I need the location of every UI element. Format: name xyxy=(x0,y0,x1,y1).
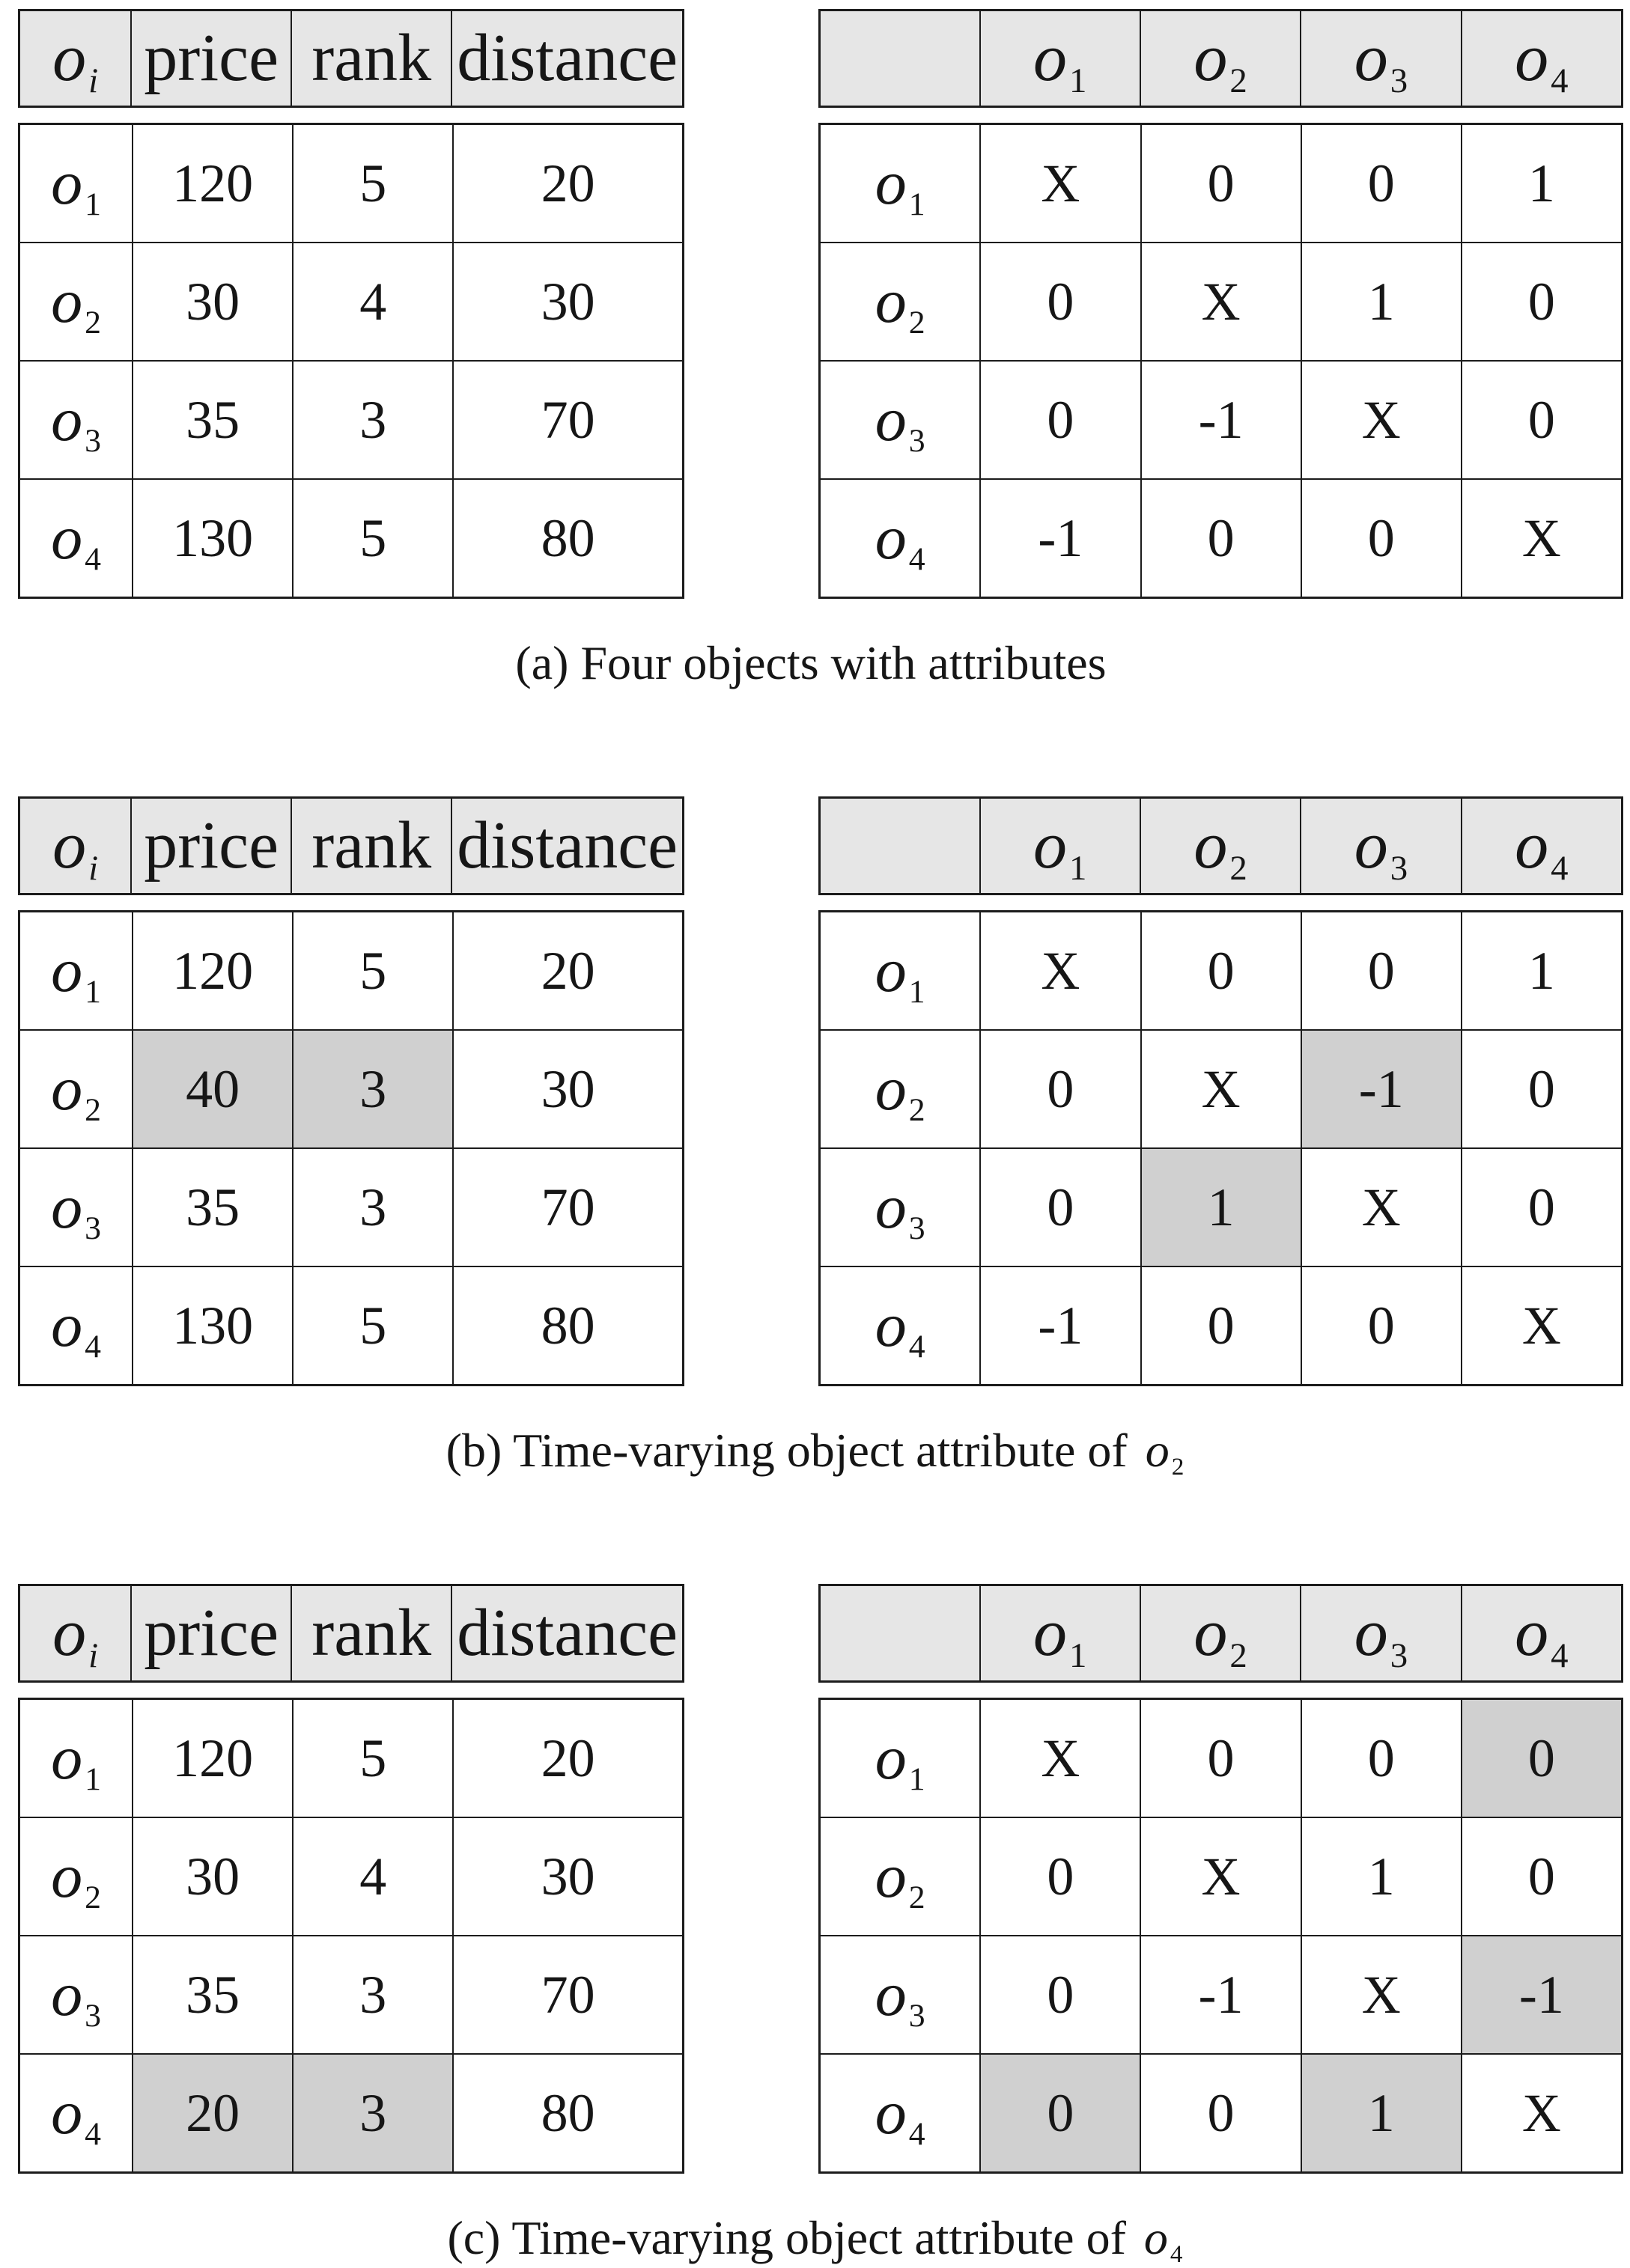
matrix-header-table xyxy=(818,796,1623,895)
section-b xyxy=(18,796,1630,1481)
table-row xyxy=(19,124,684,243)
attributes-header-slot xyxy=(18,796,684,895)
matrix-cell: 0 xyxy=(1141,1266,1301,1386)
row-label-o4 xyxy=(19,2054,133,2173)
object-symbol: o xyxy=(1515,1596,1549,1670)
matrix-cell: 0 xyxy=(980,2054,1140,2173)
caption-text: (c) Time-varying object attribute of xyxy=(447,2211,1138,2264)
matrix-cell: 0 xyxy=(1301,124,1462,243)
matrix-cell: X xyxy=(1462,479,1623,598)
matrix-cell: -1 xyxy=(1462,1936,1623,2054)
table-gap xyxy=(18,895,684,910)
matrix-cell: 0 xyxy=(1301,1699,1462,1818)
attributes-body-table xyxy=(18,1698,684,2174)
attr-cell: 20 xyxy=(453,1699,683,1818)
object-subscript: 3 xyxy=(85,422,101,459)
matrix-cell: X xyxy=(980,912,1140,1031)
object-symbol: o xyxy=(875,1723,907,1793)
attr-cell: 20 xyxy=(133,2054,293,2173)
attr-cell: 3 xyxy=(293,361,453,479)
object-subscript: 4 xyxy=(1551,61,1569,100)
table-row xyxy=(19,1817,684,1936)
attr-cell: 30 xyxy=(453,243,683,361)
attr-cell: 5 xyxy=(293,1266,453,1386)
matrix-cell: X xyxy=(1141,243,1301,361)
table-row xyxy=(820,361,1623,479)
attributes-body-slot xyxy=(18,910,684,1386)
header-cell-blank xyxy=(820,798,980,894)
attr-cell: 3 xyxy=(293,1030,453,1148)
table-row xyxy=(820,798,1623,894)
object-symbol: o xyxy=(1033,808,1067,882)
caption-object-symbol: o xyxy=(1145,1424,1170,1477)
attributes-table-container xyxy=(18,9,684,599)
matrix-cell: 0 xyxy=(1301,1266,1462,1386)
row-label-o1 xyxy=(19,124,133,243)
caption-text: (b) Time-varying object attribute of xyxy=(445,1424,1140,1477)
attr-cell: 5 xyxy=(293,1699,453,1818)
row-label-o2 xyxy=(820,1817,981,1936)
table-gap xyxy=(818,1683,1623,1698)
row-label-o4 xyxy=(19,479,133,598)
attr-cell: 5 xyxy=(293,124,453,243)
header-cell-oi xyxy=(19,1585,132,1682)
object-symbol: o xyxy=(875,148,907,218)
object-symbol: o xyxy=(875,1960,907,2029)
object-symbol: o xyxy=(1354,1596,1388,1670)
table-row xyxy=(19,2054,684,2173)
matrix-cell: 0 xyxy=(1140,2054,1301,2173)
object-subscript: 2 xyxy=(85,1879,101,1915)
object-symbol: o xyxy=(51,266,83,336)
table-gap xyxy=(18,1683,684,1698)
object-subscript: 4 xyxy=(85,1328,101,1365)
attr-cell: 80 xyxy=(453,2054,683,2173)
table-gap xyxy=(18,108,684,123)
attr-cell: 40 xyxy=(133,1030,293,1148)
header-cell-rank: rank xyxy=(291,798,451,894)
matrix-cell: X xyxy=(980,1699,1140,1818)
matrix-cell: 0 xyxy=(980,1817,1140,1936)
matrix-cell: -1 xyxy=(980,479,1140,598)
object-subscript: 3 xyxy=(1390,1636,1408,1675)
attr-cell: 4 xyxy=(293,243,453,361)
attributes-header-table xyxy=(18,796,684,895)
object-subscript: 1 xyxy=(1069,1636,1087,1675)
table-row xyxy=(19,1266,684,1386)
attributes-body-slot xyxy=(18,1698,684,2174)
object-symbol: o xyxy=(1354,21,1388,95)
header-cell-o3 xyxy=(1301,798,1461,894)
row-label-o3 xyxy=(19,1148,133,1266)
attr-cell: 120 xyxy=(133,1699,293,1818)
table-row xyxy=(820,479,1623,598)
matrix-cell: 0 xyxy=(1462,243,1623,361)
matrix-cell: 0 xyxy=(1301,479,1462,598)
caption-object-subscript: 2 xyxy=(1171,1453,1185,1481)
object-subscript: 2 xyxy=(1229,848,1247,888)
table-row xyxy=(820,1030,1623,1148)
object-symbol: o xyxy=(51,2078,83,2147)
section-c xyxy=(18,1584,1630,2268)
attributes-body-slot xyxy=(18,123,684,599)
attributes-header-slot xyxy=(18,9,684,108)
object-symbol: o xyxy=(51,1841,83,1911)
row-label-o4 xyxy=(820,2054,981,2173)
caption-object-symbol: o xyxy=(1143,2211,1168,2264)
object-symbol: o xyxy=(875,2078,907,2147)
table-row xyxy=(820,1936,1623,2054)
row-label-o3 xyxy=(820,361,981,479)
row-label-o1 xyxy=(820,1699,981,1818)
object-subscript: 4 xyxy=(908,2115,925,2152)
header-cell-rank: rank xyxy=(291,10,451,107)
row-label-o2 xyxy=(19,243,133,361)
attr-cell: 5 xyxy=(293,912,453,1031)
attr-cell: 35 xyxy=(133,1936,293,2054)
header-cell-oi xyxy=(19,798,132,894)
matrix-header-table xyxy=(818,1584,1623,1683)
comparison-matrix-container xyxy=(818,1584,1623,2174)
table-row xyxy=(820,1266,1623,1386)
table-row xyxy=(19,479,684,598)
row-label-o2 xyxy=(19,1030,133,1148)
object-subscript: i xyxy=(88,61,99,100)
row-label-o1 xyxy=(820,912,981,1031)
object-symbol: o xyxy=(52,808,87,882)
matrix-cell: 0 xyxy=(1141,124,1301,243)
object-subscript: 4 xyxy=(1551,848,1569,888)
object-subscript: 1 xyxy=(1069,61,1087,100)
object-subscript: 3 xyxy=(1390,848,1408,888)
attr-cell: 20 xyxy=(453,912,683,1031)
object-subscript: 1 xyxy=(908,186,925,222)
matrix-cell: 0 xyxy=(980,361,1140,479)
table-row xyxy=(19,243,684,361)
object-symbol: o xyxy=(875,1054,907,1124)
matrix-cell: 1 xyxy=(1301,1817,1462,1936)
matrix-cell: X xyxy=(1301,1148,1462,1266)
object-symbol: o xyxy=(51,1172,83,1242)
row-label-o4 xyxy=(820,479,981,598)
matrix-cell: 0 xyxy=(980,1148,1140,1266)
matrix-cell: 0 xyxy=(1462,1030,1623,1148)
matrix-cell: 1 xyxy=(1301,243,1462,361)
object-subscript: 3 xyxy=(1390,61,1408,100)
attr-cell: 4 xyxy=(293,1817,453,1936)
attr-cell: 20 xyxy=(453,124,683,243)
table-row xyxy=(19,10,684,107)
header-cell-o1 xyxy=(980,10,1140,107)
object-subscript: 4 xyxy=(908,1328,925,1365)
table-row xyxy=(820,912,1623,1031)
header-cell-rank: rank xyxy=(291,1585,451,1682)
object-symbol: o xyxy=(875,1841,907,1911)
object-subscript: 2 xyxy=(908,1091,925,1128)
comparison-matrix-container xyxy=(818,9,1623,599)
matrix-cell: 0 xyxy=(1462,361,1623,479)
table-row xyxy=(820,124,1623,243)
attr-cell: 130 xyxy=(133,479,293,598)
object-symbol: o xyxy=(1193,21,1228,95)
object-subscript: 1 xyxy=(85,1761,101,1797)
object-subscript: 4 xyxy=(85,540,101,577)
table-row xyxy=(820,1148,1623,1266)
matrix-body-table xyxy=(818,1698,1623,2174)
row-label-o4 xyxy=(820,1266,981,1386)
matrix-body-table xyxy=(818,910,1623,1386)
matrix-header-slot xyxy=(818,1584,1623,1683)
matrix-body-slot xyxy=(818,1698,1623,2174)
object-symbol: o xyxy=(51,1054,83,1124)
matrix-cell: -1 xyxy=(1301,1030,1462,1148)
row-label-o3 xyxy=(19,1936,133,2054)
matrix-cell: 0 xyxy=(1141,479,1301,598)
table-gap xyxy=(818,108,1623,123)
object-subscript: 4 xyxy=(1551,1636,1569,1675)
table-row xyxy=(19,1585,684,1682)
object-symbol: o xyxy=(875,503,907,573)
object-symbol: o xyxy=(52,21,87,95)
table-row xyxy=(19,361,684,479)
object-subscript: 2 xyxy=(85,1091,101,1128)
attr-cell: 35 xyxy=(133,1148,293,1266)
object-symbol: o xyxy=(51,936,83,1005)
object-symbol: o xyxy=(875,1172,907,1242)
object-symbol: o xyxy=(875,1290,907,1360)
matrix-cell: 1 xyxy=(1141,1148,1301,1266)
caption-b xyxy=(0,1421,1630,1481)
header-cell-o4 xyxy=(1462,1585,1623,1682)
matrix-cell: X xyxy=(1141,1030,1301,1148)
object-symbol: o xyxy=(1515,808,1549,882)
object-subscript: 3 xyxy=(85,1997,101,2034)
attr-cell: 120 xyxy=(133,124,293,243)
header-cell-distance: distance xyxy=(451,10,683,107)
header-cell-price: price xyxy=(131,10,291,107)
object-symbol: o xyxy=(51,1290,83,1360)
matrix-header-slot xyxy=(818,796,1623,895)
matrix-cell: X xyxy=(980,124,1140,243)
matrix-body-slot xyxy=(818,910,1623,1386)
object-symbol: o xyxy=(51,503,83,573)
row-label-o2 xyxy=(820,243,981,361)
table-row xyxy=(19,1699,684,1818)
tables-row-c xyxy=(18,1584,1630,2174)
row-label-o1 xyxy=(19,1699,133,1818)
row-label-o2 xyxy=(820,1030,981,1148)
object-subscript: 3 xyxy=(908,1210,925,1246)
object-subscript: 2 xyxy=(908,304,925,341)
table-row xyxy=(19,1030,684,1148)
table-row xyxy=(19,798,684,894)
matrix-cell: X xyxy=(1462,1266,1623,1386)
table-gap xyxy=(818,895,1623,910)
table-row xyxy=(820,243,1623,361)
object-symbol: o xyxy=(1033,21,1067,95)
matrix-header-table xyxy=(818,9,1623,108)
table-row xyxy=(19,912,684,1031)
table-row xyxy=(820,1817,1623,1936)
row-label-o3 xyxy=(820,1936,981,2054)
header-cell-o3 xyxy=(1301,1585,1461,1682)
attr-cell: 70 xyxy=(453,1936,683,2054)
header-cell-o2 xyxy=(1140,1585,1301,1682)
object-symbol: o xyxy=(51,148,83,218)
object-subscript: i xyxy=(88,848,99,888)
section-a xyxy=(18,9,1630,693)
object-symbol: o xyxy=(875,936,907,1005)
matrix-cell: 0 xyxy=(1301,912,1462,1031)
matrix-cell: X xyxy=(1462,2054,1623,2173)
attr-cell: 30 xyxy=(133,1817,293,1936)
row-label-o3 xyxy=(820,1148,981,1266)
object-subscript: 2 xyxy=(1229,61,1247,100)
attr-cell: 30 xyxy=(453,1030,683,1148)
matrix-cell: 0 xyxy=(1462,1817,1623,1936)
object-subscript: 2 xyxy=(908,1879,925,1915)
attr-cell: 35 xyxy=(133,361,293,479)
matrix-cell: 1 xyxy=(1301,2054,1462,2173)
object-symbol: o xyxy=(51,385,83,454)
matrix-cell: -1 xyxy=(1140,1936,1301,2054)
attr-cell: 30 xyxy=(453,1817,683,1936)
header-cell-blank xyxy=(820,10,980,107)
matrix-cell: 0 xyxy=(1462,1699,1623,1818)
attr-cell: 120 xyxy=(133,912,293,1031)
attr-cell: 70 xyxy=(453,361,683,479)
table-row xyxy=(820,10,1623,107)
caption-text: (a) Four objects with attributes xyxy=(515,636,1107,689)
object-subscript: 1 xyxy=(908,1761,925,1797)
matrix-cell: X xyxy=(1301,1936,1462,2054)
header-cell-o4 xyxy=(1462,10,1623,107)
object-subscript: 3 xyxy=(908,422,925,459)
header-cell-o3 xyxy=(1301,10,1461,107)
attributes-header-table xyxy=(18,1584,684,1683)
object-symbol: o xyxy=(51,1723,83,1793)
object-symbol: o xyxy=(1515,21,1549,95)
object-symbol: o xyxy=(875,385,907,454)
attributes-table-container xyxy=(18,796,684,1386)
table-row xyxy=(19,1148,684,1266)
matrix-cell: X xyxy=(1301,361,1462,479)
object-symbol: o xyxy=(1354,808,1388,882)
matrix-cell: 1 xyxy=(1462,912,1623,1031)
object-subscript: 1 xyxy=(1069,848,1087,888)
attr-cell: 70 xyxy=(453,1148,683,1266)
object-subscript: 2 xyxy=(85,304,101,341)
object-symbol: o xyxy=(1033,1596,1067,1670)
attr-cell: 80 xyxy=(453,479,683,598)
row-label-o4 xyxy=(19,1266,133,1386)
matrix-body-slot xyxy=(818,123,1623,599)
attr-cell: 5 xyxy=(293,479,453,598)
matrix-cell: 1 xyxy=(1462,124,1623,243)
attributes-body-table xyxy=(18,910,684,1386)
table-row xyxy=(19,1936,684,2054)
table-row xyxy=(820,2054,1623,2173)
header-cell-o1 xyxy=(980,798,1140,894)
object-symbol: o xyxy=(875,266,907,336)
matrix-cell: 0 xyxy=(980,1030,1140,1148)
row-label-o2 xyxy=(19,1817,133,1936)
object-subscript: 1 xyxy=(908,973,925,1010)
header-cell-o1 xyxy=(980,1585,1140,1682)
object-symbol: o xyxy=(1193,1596,1228,1670)
matrix-cell: 0 xyxy=(1462,1148,1623,1266)
tables-row-b xyxy=(18,796,1630,1386)
object-subscript: 1 xyxy=(85,973,101,1010)
attr-cell: 30 xyxy=(133,243,293,361)
object-subscript: 3 xyxy=(908,1997,925,2034)
attributes-table-container xyxy=(18,1584,684,2174)
matrix-cell: 0 xyxy=(1141,912,1301,1031)
attr-cell: 80 xyxy=(453,1266,683,1386)
matrix-cell: X xyxy=(1140,1817,1301,1936)
caption-c xyxy=(0,2208,1630,2268)
table-row xyxy=(820,1585,1623,1682)
header-cell-price: price xyxy=(131,1585,291,1682)
tables-row-a xyxy=(18,9,1630,599)
matrix-body-table xyxy=(818,123,1623,599)
attributes-body-table xyxy=(18,123,684,599)
header-cell-distance: distance xyxy=(451,798,683,894)
header-cell-price: price xyxy=(131,798,291,894)
object-subscript: i xyxy=(88,1636,99,1675)
comparison-matrix-container xyxy=(818,796,1623,1386)
attr-cell: 3 xyxy=(293,1148,453,1266)
object-symbol: o xyxy=(51,1960,83,2029)
attr-cell: 130 xyxy=(133,1266,293,1386)
attr-cell: 3 xyxy=(293,1936,453,2054)
object-subscript: 4 xyxy=(85,2115,101,2152)
object-symbol: o xyxy=(52,1596,87,1670)
header-cell-blank xyxy=(820,1585,980,1682)
matrix-header-slot xyxy=(818,9,1623,108)
attr-cell: 3 xyxy=(293,2054,453,2173)
header-cell-o2 xyxy=(1140,798,1301,894)
table-row xyxy=(820,1699,1623,1818)
matrix-cell: 0 xyxy=(1140,1699,1301,1818)
row-label-o1 xyxy=(19,912,133,1031)
row-label-o3 xyxy=(19,361,133,479)
header-cell-o4 xyxy=(1462,798,1623,894)
object-subscript: 4 xyxy=(908,540,925,577)
header-cell-distance: distance xyxy=(451,1585,683,1682)
attributes-header-table xyxy=(18,9,684,108)
caption-a xyxy=(0,633,1630,693)
object-subscript: 2 xyxy=(1229,1636,1247,1675)
row-label-o1 xyxy=(820,124,981,243)
object-symbol: o xyxy=(1193,808,1228,882)
object-subscript: 3 xyxy=(85,1210,101,1246)
matrix-cell: -1 xyxy=(1141,361,1301,479)
header-cell-oi xyxy=(19,10,132,107)
attributes-header-slot xyxy=(18,1584,684,1683)
matrix-cell: 0 xyxy=(980,243,1140,361)
matrix-cell: -1 xyxy=(980,1266,1140,1386)
header-cell-o2 xyxy=(1140,10,1301,107)
caption-object-subscript: 4 xyxy=(1170,2240,1183,2268)
matrix-cell: 0 xyxy=(980,1936,1140,2054)
object-subscript: 1 xyxy=(85,186,101,222)
